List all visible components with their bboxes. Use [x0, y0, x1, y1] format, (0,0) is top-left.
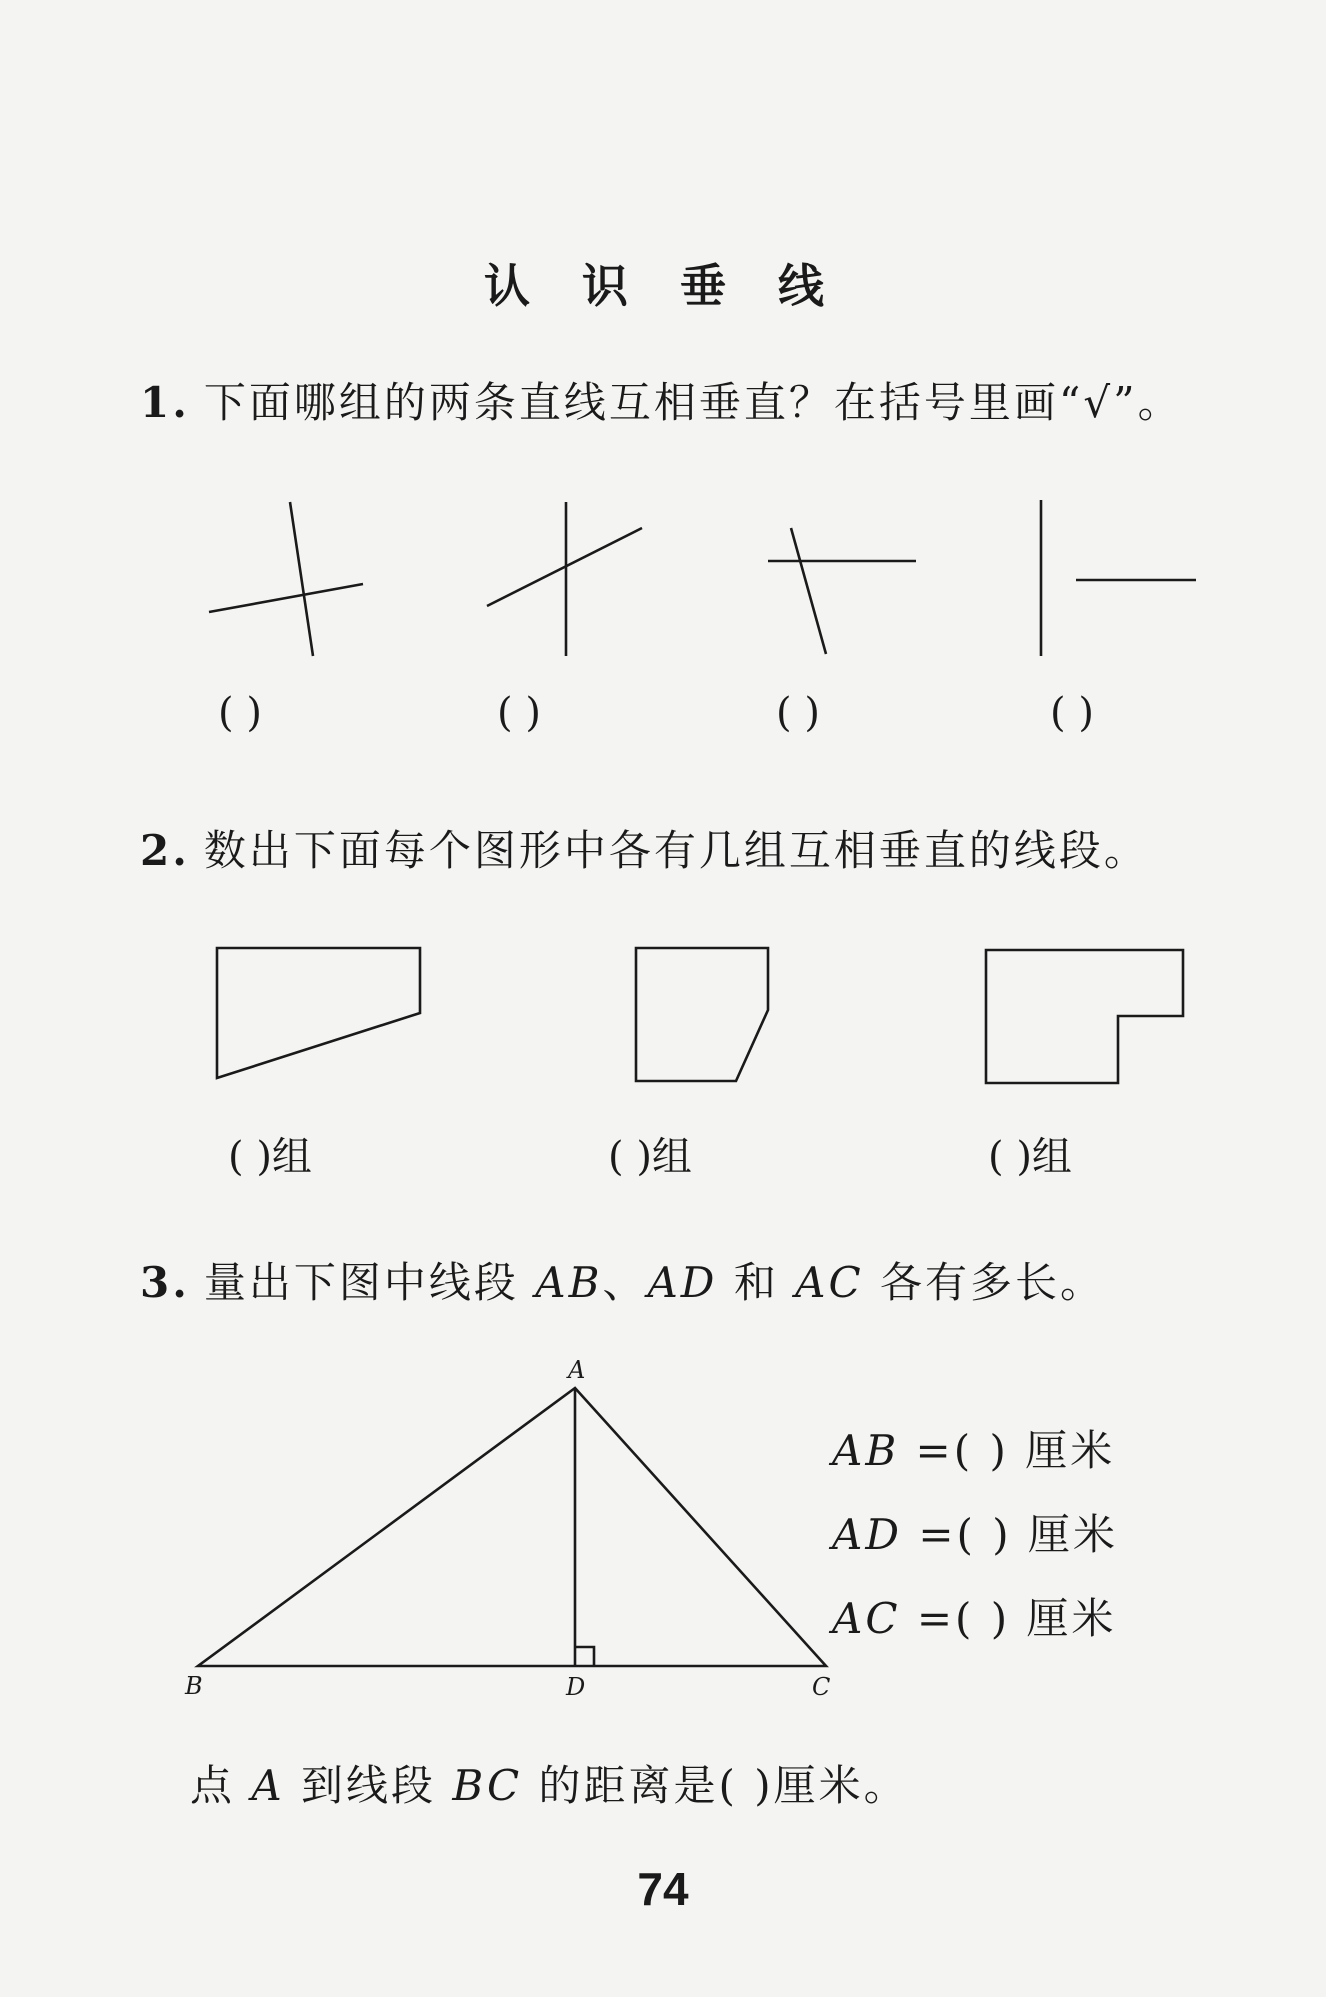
- label-point-c: C: [812, 1673, 831, 1701]
- conjunction-and: 和: [717, 1258, 796, 1307]
- label-point-d: D: [566, 1673, 586, 1701]
- question-3-number: 3.: [140, 1258, 190, 1307]
- distance-segment-label: BC: [452, 1761, 523, 1810]
- measurement-ac[interactable]: [832, 1586, 1116, 1646]
- question-2: [140, 818, 1149, 878]
- question-1-text: 下面哪组的两条直线互相垂直？在括号里画“√”。: [203, 378, 1183, 427]
- measurement-ac-name: AC: [832, 1594, 901, 1643]
- q3-triangle: [198, 1388, 826, 1666]
- question-3-text-prefix: 量出下图中线段: [203, 1258, 519, 1307]
- page-number: 74: [637, 1863, 689, 1915]
- q1-figure-3: [768, 528, 916, 654]
- question-3-text-suffix: 各有多长。: [863, 1258, 1105, 1307]
- q1-figure-2: [487, 502, 642, 656]
- measurement-ab[interactable]: [832, 1418, 1115, 1478]
- measurement-ab-name: AB: [832, 1426, 900, 1475]
- question-2-number: 2.: [140, 826, 190, 875]
- distance-answer-blank[interactable]: 的距离是( )厘米。: [522, 1761, 909, 1810]
- measurement-ad-blank[interactable]: =( ) 厘米: [902, 1510, 1119, 1559]
- q2-answer-blank-1[interactable]: ( )组: [228, 1134, 312, 1180]
- page-title: 认 识 垂 线: [483, 259, 843, 313]
- measurement-ad[interactable]: [832, 1502, 1118, 1562]
- question-3: [140, 1250, 1105, 1310]
- q1-answer-blank-4[interactable]: ( ): [1050, 690, 1094, 736]
- label-point-a: A: [568, 1356, 586, 1384]
- distance-question: [190, 1753, 909, 1813]
- question-2-text: 数出下面每个图形中各有几组互相垂直的线段。: [203, 826, 1149, 875]
- segment-ac-label: AC: [795, 1258, 864, 1307]
- separator-mark: 、: [602, 1258, 648, 1307]
- q1-figure-1: [209, 502, 363, 656]
- q2-shape-trapezoid: [217, 948, 420, 1078]
- label-point-b: B: [185, 1672, 203, 1700]
- question-1-number: 1.: [140, 378, 190, 427]
- measurement-ac-blank[interactable]: =( ) 厘米: [900, 1594, 1117, 1643]
- q2-answer-blank-3[interactable]: ( )组: [988, 1134, 1072, 1180]
- distance-mid: 到线段: [284, 1761, 453, 1810]
- distance-prefix: 点: [190, 1761, 252, 1810]
- q2-shape-l-shape: [986, 950, 1183, 1083]
- q1-answer-blank-2[interactable]: ( ): [497, 690, 541, 736]
- q1-figure-4: [1041, 500, 1196, 656]
- q1-answer-blank-3[interactable]: ( ): [776, 690, 820, 736]
- measurement-ad-name: AD: [832, 1510, 903, 1559]
- q2-shape-cut-corner: [636, 948, 768, 1081]
- question-1: [140, 370, 1183, 430]
- distance-point-label: A: [251, 1761, 285, 1810]
- q1-answer-blank-1[interactable]: ( ): [218, 690, 262, 736]
- q2-answer-blank-2[interactable]: ( )组: [608, 1134, 692, 1180]
- segment-ad-label: AD: [647, 1258, 718, 1307]
- segment-ab-label: AB: [535, 1258, 603, 1307]
- measurement-ab-blank[interactable]: =( ) 厘米: [899, 1426, 1116, 1475]
